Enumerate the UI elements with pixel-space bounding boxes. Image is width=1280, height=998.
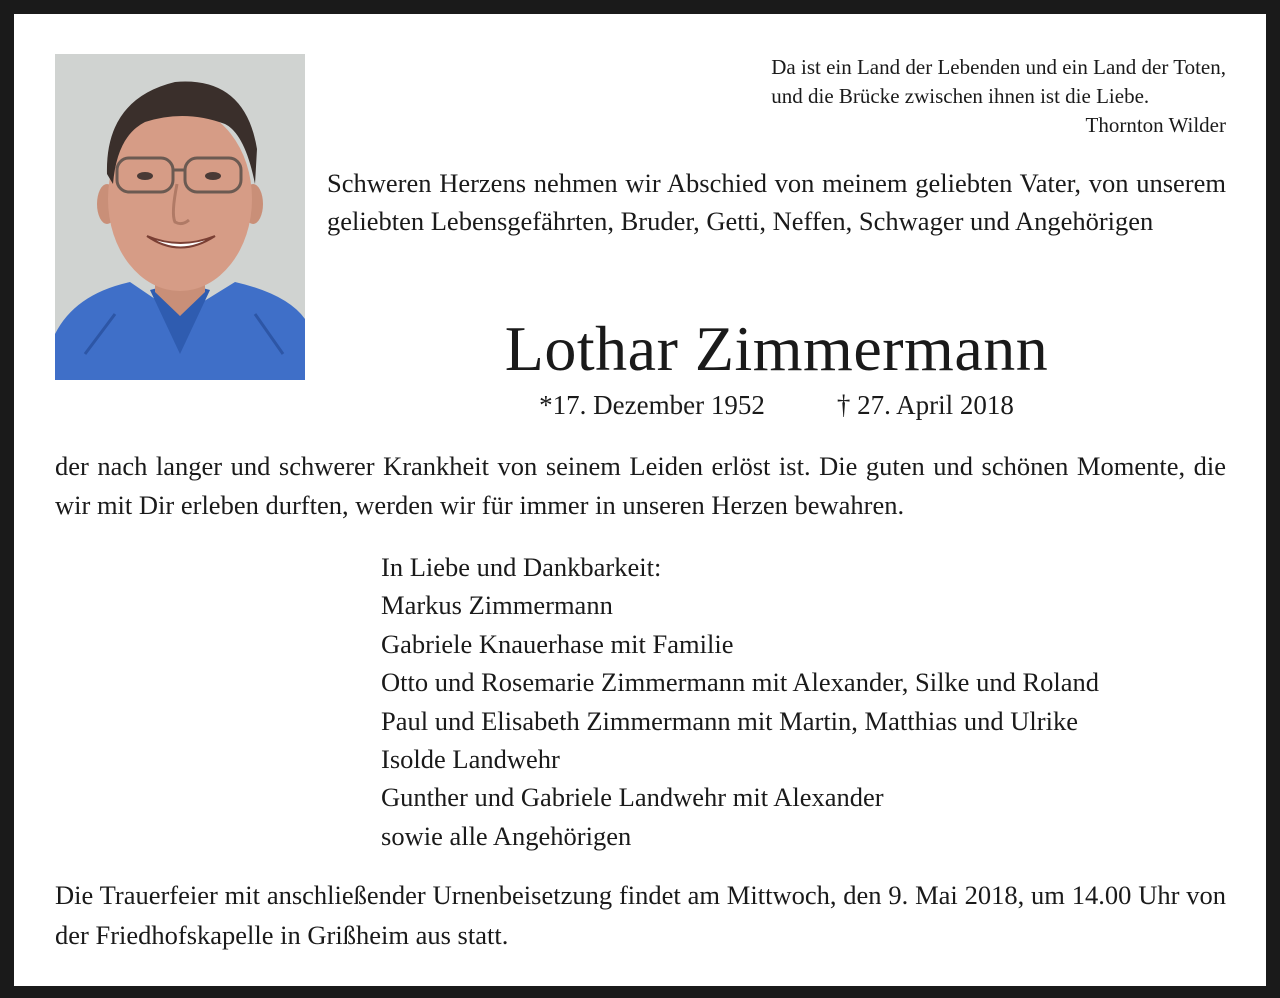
signer-line: Markus Zimmermann (381, 590, 613, 621)
funeral-info: Die Trauerfeier mit anschließender Urnenbeisetzung findet am Mittwoch, den 9. Mai 2018, um 14.00 Uhr von der Friedhofskapelle in Grißheim aus statt. (55, 880, 1226, 950)
deceased-name: Lothar Zimmermann (504, 313, 1049, 384)
epigraph-quote (771, 53, 1226, 140)
signer-line: Otto und Rosemarie Zimmermann mit Alexander, Silke und Roland (381, 667, 1099, 698)
signer-line: Paul und Elisabeth Zimmermann mit Martin, Matthias und Ulrike (381, 705, 1078, 736)
signer-line: Isolde Landwehr (381, 744, 560, 775)
signer-line: Gabriele Knauerhase mit Familie (381, 628, 734, 659)
intro-paragraph: Schweren Herzens nehmen wir Abschied von meinem geliebten Vater, von unserem geliebten Lebensgefährten, Bruder, Getti, Neffen, Schwager und Angehörigen (327, 168, 1226, 236)
portrait-illustration (55, 54, 305, 380)
quote-line-1: Da ist ein Land der Lebenden und ein Land der Toten, (771, 55, 1226, 79)
body-paragraph: der nach langer und schwerer Krankheit von seinem Leiden erlöst ist. Die guten und schönen Momente, die wir mit Dir erleben durften, werden wir für immer in unseren Herzen bewahren. (55, 451, 1226, 520)
signer-line: In Liebe und Dankbarkeit: (381, 552, 662, 582)
portrait-photo (55, 54, 305, 380)
quote-line-2: und die Brücke zwischen ihnen ist die Liebe. (771, 84, 1150, 108)
signer-line: sowie alle Angehörigen (381, 820, 632, 851)
obituary-notice (14, 14, 1266, 986)
birth-date: *17. Dezember 1952 (539, 390, 765, 420)
quote-author: Thornton Wilder (1085, 113, 1226, 137)
signer-line: Gunther und Gabriele Landwehr mit Alexander (381, 782, 884, 813)
signers-list (381, 548, 1231, 855)
life-dates (327, 387, 1226, 423)
death-date: † 27. April 2018 (836, 390, 1014, 420)
